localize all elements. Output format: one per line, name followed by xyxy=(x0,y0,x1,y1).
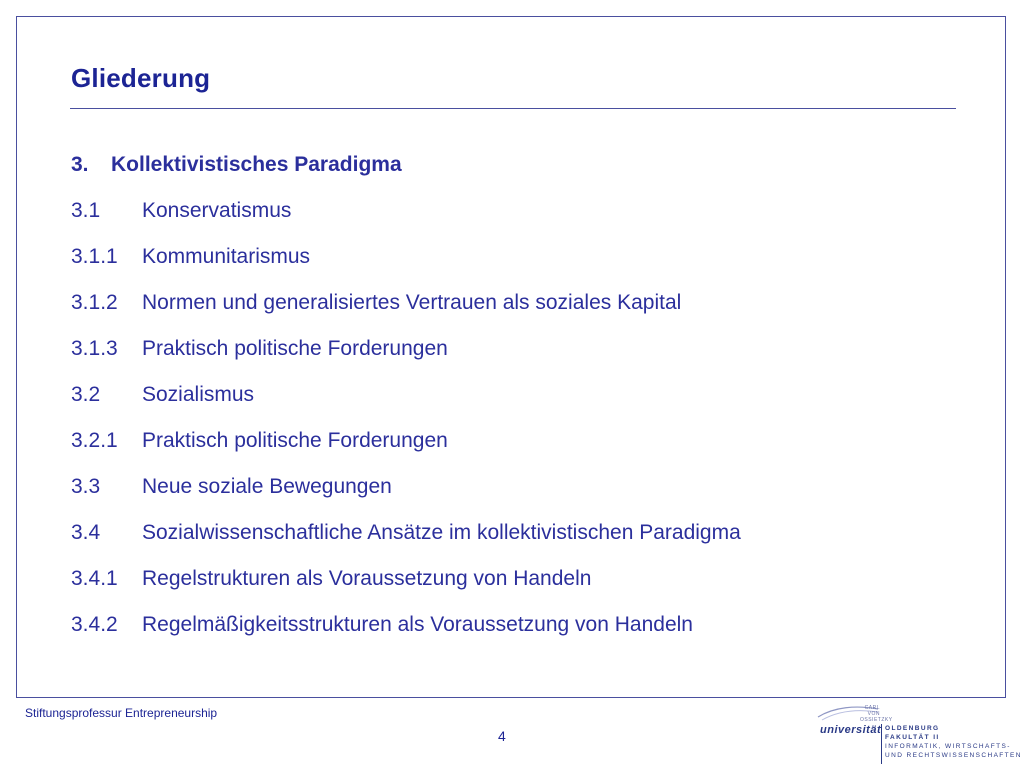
outline-text: Praktisch politische Forderungen xyxy=(142,337,448,360)
logo-universitaet: universität xyxy=(820,724,882,736)
title-divider xyxy=(70,108,956,109)
outline-text: Sozialismus xyxy=(142,383,255,406)
outline-number: 3.4.1 xyxy=(71,567,118,590)
outline-item xyxy=(71,518,741,564)
logo-carl-von-ossietzky: CARL VON OSSIETZKY xyxy=(860,705,893,723)
outline-text: Regelstrukturen als Voraussetzung von Handeln xyxy=(142,567,592,590)
outline-item xyxy=(71,426,741,472)
outline-text: Sozialwissenschaftliche Ansätze im kollektivistischen Paradigma xyxy=(142,521,741,544)
outline-text: Kommunitarismus xyxy=(142,245,311,268)
outline-text: Normen und generalisiertes Vertrauen als soziales Kapital xyxy=(142,291,682,314)
outline-number: 3.3 xyxy=(71,475,101,498)
outline-number: 3.1.2 xyxy=(71,291,118,314)
outline-text: Regelmäßigkeitsstrukturen als Voraussetzung von Handeln xyxy=(142,613,693,636)
outline-item xyxy=(71,242,741,288)
university-logo xyxy=(816,703,1022,765)
outline-text: Praktisch politische Forderungen xyxy=(142,429,448,452)
outline-text: Konservatismus xyxy=(142,199,292,222)
outline-text: Kollektivistisches Paradigma xyxy=(111,153,402,176)
footer-department: Stiftungsprofessur Entrepreneurship xyxy=(25,706,218,720)
outline-number: 3. xyxy=(71,153,89,176)
outline-list xyxy=(71,150,741,656)
outline-item xyxy=(71,334,741,380)
outline-number: 3.1 xyxy=(71,199,101,222)
outline-number: 3.1.3 xyxy=(71,337,118,360)
outline-number: 3.1.1 xyxy=(71,245,118,268)
logo-divider xyxy=(881,724,882,764)
outline-item xyxy=(71,150,741,196)
outline-item xyxy=(71,610,741,656)
outline-item xyxy=(71,472,741,518)
page-number: 4 xyxy=(498,728,506,744)
outline-text: Neue soziale Bewegungen xyxy=(142,475,392,498)
outline-number: 3.4.2 xyxy=(71,613,118,636)
outline-number: 3.2.1 xyxy=(71,429,118,452)
outline-item xyxy=(71,380,741,426)
outline-number: 3.2 xyxy=(71,383,101,406)
slide-title: Gliederung xyxy=(71,63,211,93)
outline-item xyxy=(71,564,741,610)
logo-faculty-text: OLDENBURG FAKULTÄT II INFORMATIK, WIRTSCHAFTS- UND RECHTSWISSENSCHAFTEN xyxy=(885,725,1022,759)
outline-number: 3.4 xyxy=(71,521,101,544)
outline-item xyxy=(71,196,741,242)
outline-item xyxy=(71,288,741,334)
